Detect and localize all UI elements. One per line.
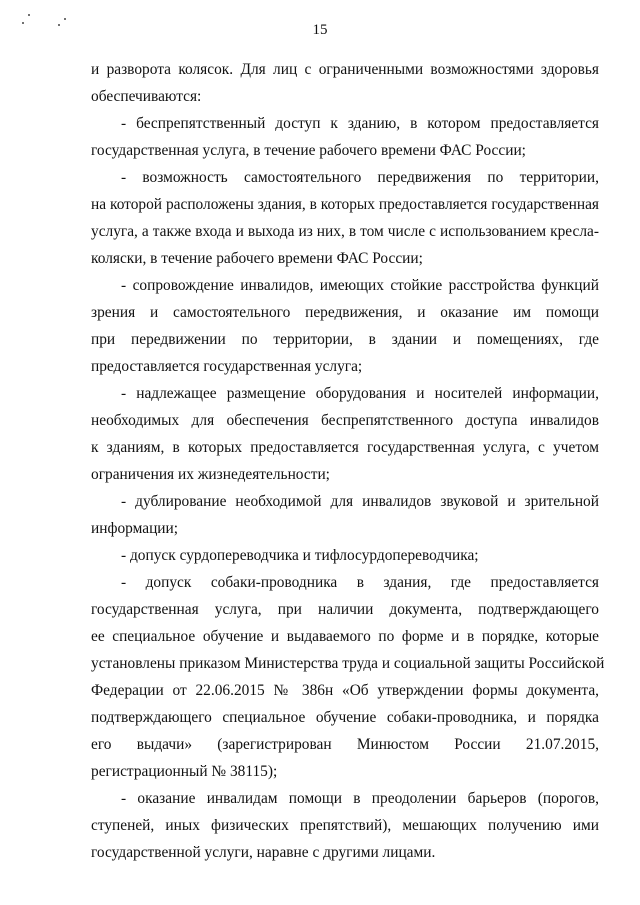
text-line: - дублирование необходимой для инвалидов звуковой и зрительной <box>121 493 599 510</box>
text-line: государственной услуги, наравне с другими лицами. <box>91 844 436 861</box>
text-line: Федерации от 22.06.2015 № 386н «Об утверждении формы документа, <box>91 682 599 699</box>
text-line: - оказание инвалидам помощи в преодолении барьеров (порогов, <box>121 790 599 807</box>
text-line: регистрационный № 38115); <box>91 763 278 780</box>
text-line: обеспечиваются: <box>91 88 202 105</box>
page-number: 15 <box>312 22 328 38</box>
text-line: государственная услуга, в течение рабочего времени ФАС России; <box>91 142 526 159</box>
text-line: зрения и самостоятельного передвижения, и оказание им помощи <box>91 304 599 321</box>
text-line: - беспрепятственный доступ к зданию, в котором предоставляется <box>121 115 599 132</box>
text-line: установлены приказом Министерства труда и социальной защиты Российской <box>91 655 605 672</box>
text-line: при передвижении по территории, в здании и помещениях, где <box>91 331 599 348</box>
text-line: необходимых для обеспечения беспрепятственного доступа инвалидов <box>91 412 599 429</box>
text-line: государственная услуга, при наличии документа, подтверждающего <box>91 601 599 618</box>
text-line: его выдачи» (зарегистрирован Минюстом России 21.07.2015, <box>91 736 599 753</box>
text-line: ограничения их жизнедеятельности; <box>91 466 330 483</box>
text-line: коляски, в течение рабочего времени ФАС России; <box>91 250 423 267</box>
text-line: - сопровождение инвалидов, имеющих стойкие расстройства функций <box>121 277 599 294</box>
text-line: информации; <box>91 520 179 537</box>
text-line: и разворота колясок. Для лиц с ограниченными возможностями здоровья <box>91 61 599 78</box>
text-line: предоставляется государственная услуга; <box>91 358 363 375</box>
text-line: ее специальное обучение и выдаваемого по форме и в порядке, которые <box>91 628 599 645</box>
text-line: - надлежащее размещение оборудования и носителей информации, <box>121 385 599 402</box>
text-line: на которой расположены здания, в которых предоставляется государственная <box>91 196 599 213</box>
text-line: - возможность самостоятельного передвижения по территории, <box>121 169 599 186</box>
text-line: - допуск сурдопереводчика и тифлосурдопереводчика; <box>121 547 479 564</box>
text-line: услуга, а также входа и выхода из них, в том числе с использованием кресла- <box>91 223 599 240</box>
text-line: - допуск собаки-проводника в здания, где предоставляется <box>121 574 599 591</box>
text-line: ступеней, иных физических препятствий), мешающих получению ими <box>91 817 599 834</box>
text-line: подтверждающего специальное обучение собаки-проводника, и порядка <box>91 709 599 726</box>
text-line: к зданиям, в которых предоставляется государственная услуга, с учетом <box>91 439 599 456</box>
